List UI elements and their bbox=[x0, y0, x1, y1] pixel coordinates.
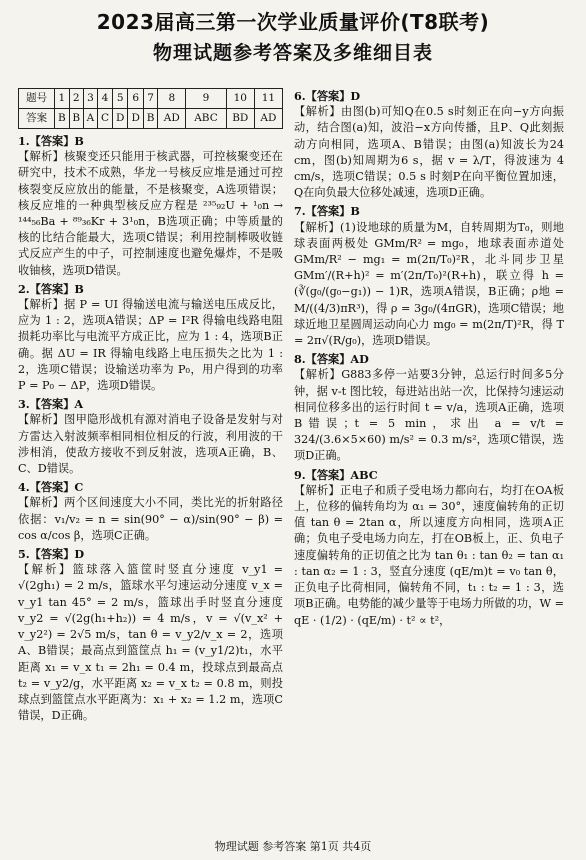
question-number-cell: 5 bbox=[112, 89, 128, 109]
answer-heading: 4.【答案】C bbox=[18, 480, 84, 495]
question-number-cell: 6 bbox=[128, 89, 144, 109]
answer-cell: AD bbox=[254, 109, 282, 129]
question-number-cell: 3 bbox=[83, 89, 97, 109]
answer-table-answer-row bbox=[19, 109, 283, 129]
answer-heading: 7.【答案】B bbox=[294, 204, 360, 219]
question-number-cell: 2 bbox=[69, 89, 83, 109]
answer-heading: 9.【答案】ABC bbox=[294, 467, 378, 482]
answer-explanation: 【解析】G883多停一站要3分钟，总运行时间多5分钟，据 v-t 图比较，每进站出站一次，比保持匀速运动相同位移多出的运行时间 t = v/a，选项A正确，选项B错误；t = 5 min，求出 a = v/t = 324/(3.6×5×60) m/s² = 0.3 m/s²，选项C错误，选项D正确。 bbox=[294, 368, 564, 463]
answer-item bbox=[294, 88, 564, 201]
answer-item bbox=[294, 203, 564, 349]
answer-explanation: 【解析】图甲隐形战机有源对消电子设备是发射与对方雷达入射波频率相同相位相反的行波，利用波的干涉相消，使敌方接收不到反射波，选项A正确，B、C、D错误。 bbox=[18, 413, 283, 476]
answer-table-row-label: 答案 bbox=[19, 109, 55, 129]
answer-table-row-label: 题号 bbox=[19, 89, 55, 109]
answer-item bbox=[294, 467, 564, 629]
answer-heading: 1.【答案】B bbox=[18, 134, 84, 148]
question-number-cell: 10 bbox=[226, 89, 254, 109]
question-number-cell: 11 bbox=[254, 89, 282, 109]
answer-explanation: 【解析】据 P = UI 得输送电流与输送电压成反比，应为 1 : 2，选项A错误；ΔP = I²R 得输电线路电阻损耗功率比与电流平方成正比，应为 1 : 4，选项B正确。据 ΔU = IR 得输电线路上电压损失之比为 1 : 2，选项C错误；设输送功率为 P₀，用户得到的功率 P = P₀ − ΔP，选项D错误。 bbox=[18, 298, 283, 393]
answer-item bbox=[18, 133, 283, 279]
answer-item bbox=[18, 396, 283, 477]
answer-cell: BD bbox=[226, 109, 254, 129]
answer-explanation: 【解析】两个区间速度大小不同，类比光的折射路径依据：v₁/v₂ = n = sin(90° − α)/sin(90° − β) = cos α/cos β，选项C正确。 bbox=[18, 496, 283, 542]
answer-table bbox=[18, 88, 283, 129]
right-column bbox=[294, 88, 564, 631]
answer-cell: D bbox=[128, 109, 144, 129]
answer-explanation: 【解析】核聚变还只能用于核武器，可控核聚变还在研究中，技术不成熟，华龙一号核反应堆是通过可控核裂变反应放出的能量，不是核聚变，A选项错误；核反应堆的一种典型核反应方程是 ²³⁵₉₂U + ¹₀n → ¹⁴⁴₅₆Ba + ⁸⁹₃₆Kr + 3¹₀n，B选项正确；中等质量的核的比结合能最大，选项C错误；利用控制棒吸收链式反应产生的中子，可控制速度也避免爆炸，不是吸收铀核，选项D错误。 bbox=[18, 150, 283, 277]
answer-cell: ABC bbox=[186, 109, 226, 129]
answer-item bbox=[294, 351, 564, 464]
answer-explanation: 【解析】由图(b)可知Q在0.5 s时刻正在向−y方向振动，结合图(a)知，波沿−x方向传播，且P、Q此刻振动方向相同，选项A、B错误；由图(a)知波长为24 cm，图(b)知周期为6 s，据 v = λ/T，得波速为 4 cm/s，选项C错误；0.5 s 时刻P在向平衡位置加速，Q在向负最大位移处减速，选项D正确。 bbox=[294, 105, 564, 200]
answer-cell: AD bbox=[158, 109, 186, 129]
answer-table-number-row bbox=[19, 89, 283, 109]
question-number-cell: 7 bbox=[143, 89, 157, 109]
answer-cell: B bbox=[69, 109, 83, 129]
right-answer-list bbox=[294, 88, 564, 629]
answer-heading: 3.【答案】A bbox=[18, 397, 84, 412]
answer-cell: C bbox=[98, 109, 113, 129]
answer-explanation: 【解析】(1)设地球的质量为M，自转周期为T₀，则地球表面两极处 GMm/R² = mg₀，地球表面赤道处 GMm/R² − mg₁ = m(2π/T₀)²R，北斗同步卫星 GMm′/(R+h)² = m′(2π/T₀)²(R+h)，联立得 h = (∛(g₀/(g₀−g₁)) − 1)R，选项A错误，B正确；ρ地 = M/((4/3)πR³)，得 ρ = 3g₀/(4πGR)，选项C错误；地球近地卫星圆周运动向心力 mg₀ = m(2π/T)²R，得 T = 2π√(R/g₀)，选项D错误。 bbox=[294, 220, 564, 348]
answer-item bbox=[18, 546, 283, 724]
answer-heading: 2.【答案】B bbox=[18, 281, 84, 296]
question-number-cell: 9 bbox=[186, 89, 226, 109]
page-subtitle: 物理试题参考答案及多维细目表 bbox=[152, 42, 433, 64]
left-answer-list bbox=[18, 133, 283, 724]
answer-heading: 6.【答案】D bbox=[294, 89, 361, 103]
answer-cell: B bbox=[55, 109, 69, 129]
answer-item bbox=[18, 281, 283, 394]
answer-cell: B bbox=[143, 109, 157, 129]
answer-explanation: 【解析】正电子和质子受电场力都向右，均打在OA板上，位移的偏转角均为 α₁ = 30°，速度偏转角的正切值 tan θ = 2tan α，所以速度方向相同，选项A正确；负电子受电场力向左，打在OB板上，正、负电子速度偏转角的正切值之比为 tan θ₁ : tan θ₂ = tan α₁ : tan α₂ = 1 : 3，竖直分速度 (qE/m)t = v₀ tan θ，正负电子比荷相同，偏转角不同，t₁ : t₂ = 1 : 3，选项B正确。电势能的减少量等于电场力所做的功，W = qE · (1/2) · (qE/m) · t² ∝ t²， bbox=[294, 483, 564, 627]
page-footer: 物理试题 参考答案 第1页 共4页 bbox=[214, 840, 372, 853]
left-column bbox=[18, 88, 283, 726]
answer-heading: 8.【答案】AD bbox=[294, 352, 369, 367]
question-number-cell: 8 bbox=[158, 89, 186, 109]
answer-heading: 5.【答案】D bbox=[18, 547, 85, 562]
answer-cell: D bbox=[112, 109, 128, 129]
answer-cell: A bbox=[83, 109, 97, 129]
question-number-cell: 4 bbox=[98, 89, 113, 109]
answer-explanation: 【解析】篮球落入篮筐时竖直分速度 v_y1 = √(2gh₁) = 2 m/s，篮球水平匀速运动分速度 v_x = v_y1 tan 45° = 2 m/s，篮球出手时竖直分速度 v_y2 = √(2g(h₁+h₂)) = 4 m/s，v = √(v_x² + v_y2²) = 2√5 m/s，tan θ = v_y2/v_x = 2，选项A、B错误；最高点到篮筐点 h₁ = (v_y1/2)t₁，水平距离 x₁ = v_x t₁ = 2h₁ = 0.4 m，投球点到最高点 t₂ = v_y2/g，水平距离 x₂ = v_x t₂ = 0.8 m，则投球点到篮筐点水平距离为：x₁ + x₂ = 1.2 m，选项C错误，D正确。 bbox=[18, 563, 283, 723]
page-title: 2023届高三第一次学业质量评价(T8联考) bbox=[96, 10, 490, 34]
question-number-cell: 1 bbox=[55, 89, 69, 109]
answer-item bbox=[18, 479, 283, 544]
